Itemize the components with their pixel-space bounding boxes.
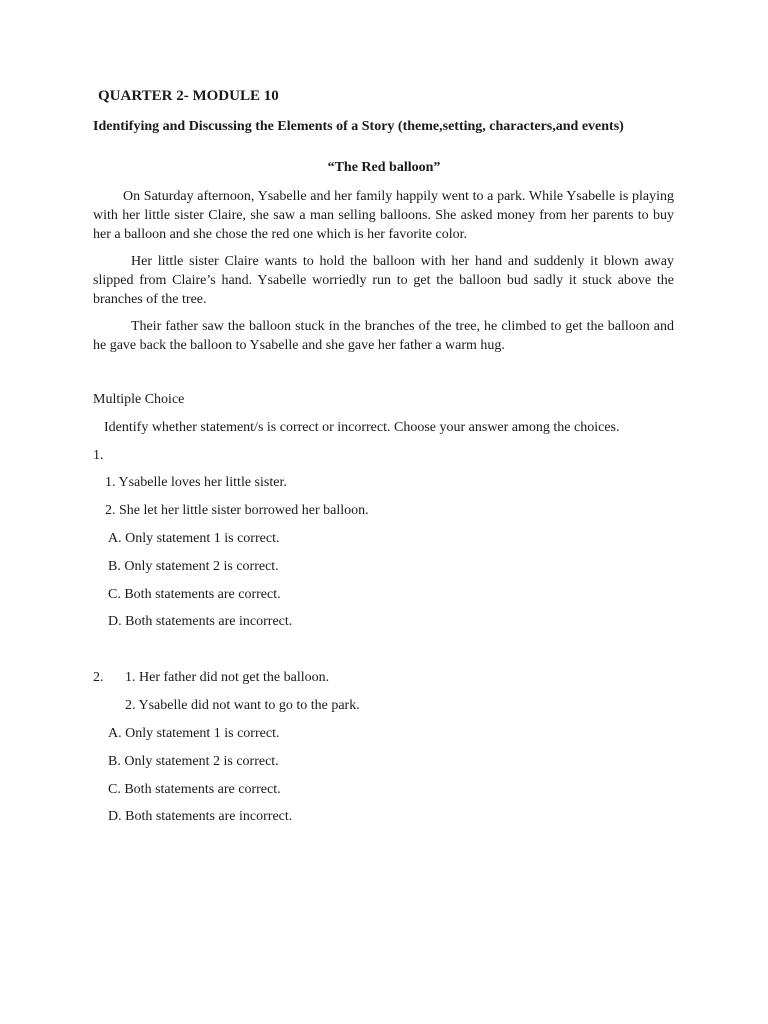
answer-choice: D. Both statements are incorrect. [108,809,293,824]
answer-choice: A. Only statement 1 is correct. [108,726,280,741]
question-statement: 1. Ysabelle loves her little sister. [105,475,287,490]
question-statement: 2. She let her little sister borrowed her balloon. [105,503,369,518]
answer-choice: A. Only statement 1 is correct. [108,531,280,546]
module-heading: QUARTER 2- MODULE 10 [98,88,279,104]
answer-choice: C. Both statements are correct. [108,587,281,602]
answer-choice: B. Only statement 2 is correct. [108,754,279,769]
story-paragraph: Her little sister Claire wants to hold the balloon with her hand and suddenly it blown away slipped from Claire’s hand. Ysabelle worriedly run to get the balloon bud sadly it stuck above the branches of the tree. [93,254,674,307]
story-title: “The Red balloon” [327,160,441,175]
lesson-subtitle: Identifying and Discussing the Elements of a Story (theme,setting, characters,and events) [93,119,624,134]
question-number: 1. [93,448,104,463]
instructions: Identify whether statement/s is correct or incorrect. Choose your answer among the choices. [104,420,620,435]
story-paragraph: Their father saw the balloon stuck in the branches of the tree, he climbed to get the balloon and he gave back the balloon to Ysabelle and she gave her father a warm hug. [93,319,674,353]
question-statement: 1. Her father did not get the balloon. [125,670,330,685]
answer-choice: C. Both statements are correct. [108,782,281,797]
story-paragraph: On Saturday afternoon, Ysabelle and her family happily went to a park. While Ysabelle is playing with her little sister Claire, she saw a man selling balloons. She asked money from her parents to buy her a balloon and she chose the red one which is her favorite color. [93,189,674,242]
section-title: Multiple Choice [93,392,185,407]
question-number: 2. [93,670,104,685]
answer-choice: D. Both statements are incorrect. [108,614,293,629]
question-statement: 2. Ysabelle did not want to go to the park. [125,698,360,713]
answer-choice: B. Only statement 2 is correct. [108,559,279,574]
